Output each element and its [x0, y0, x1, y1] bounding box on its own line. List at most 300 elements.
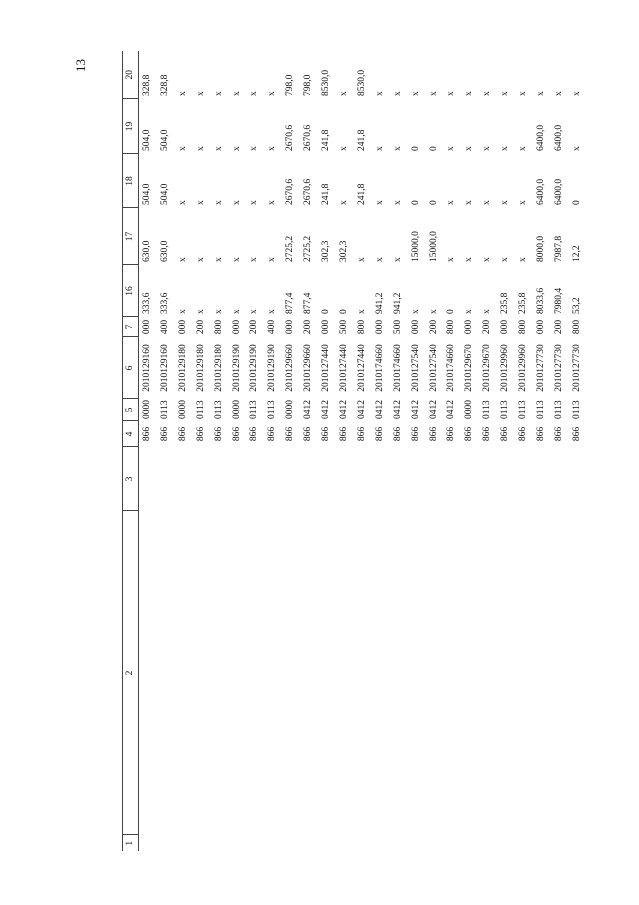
- table-cell: x: [464, 257, 475, 262]
- table-cell: [569, 511, 587, 835]
- table-cell: 2010129190: [249, 344, 260, 392]
- table-cell: x: [500, 91, 511, 96]
- table-cell: 241,8: [356, 183, 367, 205]
- table-cell: [264, 835, 282, 851]
- table-cell: 800: [356, 319, 367, 335]
- table-cell: 866: [518, 426, 529, 442]
- column-header: 1: [123, 835, 139, 851]
- table-cell: [229, 835, 247, 851]
- table-cell: [515, 511, 533, 835]
- table-cell: 328,8: [159, 74, 170, 96]
- table-cell: 2010174660: [392, 344, 403, 392]
- table-cell: [515, 835, 533, 851]
- table-cell: [443, 835, 461, 851]
- table-cell: [354, 511, 372, 835]
- table-cell: [175, 447, 193, 511]
- table-cell: 2010127730: [535, 344, 546, 392]
- table-cell: x: [249, 309, 260, 314]
- table-cell: 866: [142, 426, 152, 442]
- table-cell: [461, 511, 479, 835]
- table-cell: 866: [446, 426, 457, 442]
- table-cell: [246, 835, 264, 851]
- table-cell: 2010129670: [482, 344, 493, 392]
- table-cell: [139, 511, 157, 835]
- table-cell: [300, 835, 318, 851]
- table-cell: 941,2: [374, 292, 385, 314]
- table-cell: 866: [231, 426, 242, 442]
- table-cell: x: [464, 200, 475, 205]
- table-cell: x: [213, 257, 224, 262]
- table-cell: 241,8: [356, 129, 367, 151]
- table-cell: x: [267, 200, 278, 205]
- table-cell: x: [338, 200, 349, 205]
- table-cell: [408, 835, 426, 851]
- table-cell: x: [267, 257, 278, 262]
- table-cell: 798,0: [285, 74, 296, 96]
- table-cell: 7980,4: [553, 287, 564, 314]
- table-cell: x: [374, 91, 385, 96]
- table-row: [336, 51, 354, 851]
- table-cell: 000: [500, 319, 511, 335]
- table-cell: x: [464, 146, 475, 151]
- table-cell: [318, 835, 336, 851]
- table-row: [211, 51, 229, 851]
- table-cell: 877,4: [285, 292, 296, 314]
- table-cell: [300, 511, 318, 835]
- table-cell: 0000: [177, 400, 188, 419]
- table-cell: x: [374, 146, 385, 151]
- table-cell: [157, 447, 175, 511]
- column-header: 6: [123, 337, 139, 399]
- table-cell: 0000: [231, 400, 242, 419]
- table-cell: x: [392, 200, 403, 205]
- table-cell: [372, 511, 390, 835]
- table-cell: 2010129160: [142, 344, 152, 392]
- table-row: [372, 51, 390, 851]
- table-cell: 0113: [518, 400, 529, 419]
- table-cell: [443, 447, 461, 511]
- table-cell: [300, 447, 318, 511]
- table-cell: 630,0: [142, 240, 152, 262]
- table-cell: 6400,0: [535, 124, 546, 151]
- table-cell: [193, 835, 211, 851]
- table-cell: 2725,2: [303, 235, 314, 262]
- table-cell: 2010127440: [321, 344, 332, 392]
- table-cell: 8033,6: [535, 287, 546, 314]
- table-cell: x: [446, 91, 457, 96]
- table-cell: [372, 835, 390, 851]
- table-cell: x: [410, 309, 421, 314]
- table-cell: x: [428, 309, 439, 314]
- table-cell: [246, 447, 264, 511]
- table-cell: x: [213, 91, 224, 96]
- table-cell: [497, 511, 515, 835]
- table-cell: 2010127440: [356, 344, 367, 392]
- table-cell: [461, 835, 479, 851]
- table-cell: 15000,0: [428, 231, 439, 262]
- table-cell: x: [213, 200, 224, 205]
- table-cell: [157, 835, 175, 851]
- table-cell: 000: [535, 319, 546, 335]
- table-cell: x: [535, 91, 546, 96]
- table-cell: [479, 835, 497, 851]
- table-cell: 000: [285, 319, 296, 335]
- table-cell: [533, 511, 551, 835]
- table-cell: 200: [195, 319, 206, 335]
- table-cell: [515, 447, 533, 511]
- table-cell: 800: [571, 319, 582, 335]
- table-cell: [551, 447, 569, 511]
- table-cell: x: [195, 309, 206, 314]
- table-cell: 0113: [195, 400, 206, 419]
- table-cell: x: [195, 200, 206, 205]
- table-cell: 0000: [285, 400, 296, 419]
- table-cell: [408, 511, 426, 835]
- table-cell: 200: [303, 319, 314, 335]
- table-cell: 2670,6: [285, 178, 296, 205]
- table-cell: 630,0: [159, 240, 170, 262]
- table-cell: [246, 511, 264, 835]
- table-cell: 500: [392, 319, 403, 335]
- table-cell: 2010127440: [338, 344, 349, 392]
- table-cell: 241,8: [321, 183, 332, 205]
- table-cell: 0113: [213, 400, 224, 419]
- table-cell: x: [571, 146, 582, 151]
- table-row: [264, 51, 282, 851]
- table-cell: 0113: [249, 400, 260, 419]
- column-header: 18: [123, 154, 139, 208]
- table-cell: 866: [392, 426, 403, 442]
- table-cell: [426, 447, 444, 511]
- table-cell: 504,0: [142, 129, 152, 151]
- column-header: 16: [123, 265, 139, 317]
- table-cell: 0000: [142, 400, 152, 419]
- table-row: [354, 51, 372, 851]
- table-cell: 2725,2: [285, 235, 296, 262]
- table-cell: [551, 835, 569, 851]
- table-cell: [264, 511, 282, 835]
- table-cell: 2010129190: [267, 344, 278, 392]
- column-header: 7: [123, 317, 139, 337]
- table-cell: 0113: [500, 400, 511, 419]
- table-cell: x: [195, 146, 206, 151]
- table-cell: x: [267, 146, 278, 151]
- column-header: 5: [123, 399, 139, 421]
- table-row: [497, 51, 515, 851]
- table-cell: [408, 447, 426, 511]
- table-cell: 800: [446, 319, 457, 335]
- table-cell: 0: [321, 309, 332, 314]
- table-cell: 504,0: [159, 129, 170, 151]
- table-cell: 0000: [464, 400, 475, 419]
- table-cell: x: [410, 91, 421, 96]
- table-cell: 866: [285, 426, 296, 442]
- table-cell: x: [446, 200, 457, 205]
- table-cell: x: [249, 200, 260, 205]
- table-cell: 241,8: [321, 129, 332, 151]
- table-cell: 866: [159, 426, 170, 442]
- table-cell: 6400,0: [535, 178, 546, 205]
- table-cell: x: [374, 200, 385, 205]
- table-cell: 0412: [446, 400, 457, 419]
- table-cell: 866: [553, 426, 564, 442]
- table-cell: x: [249, 146, 260, 151]
- table-cell: x: [571, 91, 582, 96]
- table-cell: [426, 511, 444, 835]
- table-cell: [354, 835, 372, 851]
- table-cell: 2010127730: [553, 344, 564, 392]
- table-cell: 866: [356, 426, 367, 442]
- table-row: [390, 51, 408, 851]
- table-cell: 2010174660: [446, 344, 457, 392]
- table-cell: 500: [338, 319, 349, 335]
- table-cell: x: [267, 91, 278, 96]
- table-cell: 2010129180: [195, 344, 206, 392]
- table-row: [479, 51, 497, 851]
- table-cell: [497, 835, 515, 851]
- table-cell: [443, 511, 461, 835]
- table-cell: [479, 447, 497, 511]
- table-row: [569, 51, 587, 851]
- table-cell: x: [338, 146, 349, 151]
- table-cell: 0: [428, 200, 439, 205]
- table-cell: 0113: [159, 400, 170, 419]
- table-cell: 302,3: [338, 240, 349, 262]
- table-cell: 2010127730: [571, 344, 582, 392]
- table-cell: 866: [374, 426, 385, 442]
- table-cell: 333,6: [142, 292, 152, 314]
- budget-table: [122, 51, 587, 851]
- table-cell: x: [231, 309, 242, 314]
- table-cell: 2010129160: [159, 344, 170, 392]
- table-row: [551, 51, 569, 851]
- table-cell: 866: [482, 426, 493, 442]
- table-cell: 6400,0: [553, 178, 564, 205]
- table-cell: 000: [410, 319, 421, 335]
- table-cell: 2010129660: [303, 344, 314, 392]
- table-cell: [372, 447, 390, 511]
- table-cell: 0: [410, 146, 421, 151]
- table-cell: 866: [500, 426, 511, 442]
- table-cell: 0113: [553, 400, 564, 419]
- table-cell: [479, 511, 497, 835]
- table-cell: x: [231, 146, 242, 151]
- table-cell: 2010129960: [518, 344, 529, 392]
- table-cell: [282, 835, 300, 851]
- table-cell: 0412: [321, 400, 332, 419]
- table-cell: 235,8: [518, 292, 529, 314]
- table-cell: [318, 447, 336, 511]
- table-cell: 2010127540: [428, 344, 439, 392]
- table-cell: 12,2: [571, 245, 582, 262]
- table-cell: 2010129960: [500, 344, 511, 392]
- table-row: [318, 51, 336, 851]
- table-cell: 2010129180: [213, 344, 224, 392]
- table-cell: [426, 835, 444, 851]
- table-cell: 000: [142, 319, 152, 335]
- table-cell: 8530,0: [356, 69, 367, 96]
- column-header: 17: [123, 208, 139, 265]
- table-cell: 0113: [571, 400, 582, 419]
- table-cell: [354, 447, 372, 511]
- column-header: 3: [123, 447, 139, 511]
- table-cell: x: [482, 146, 493, 151]
- table-cell: 866: [571, 426, 582, 442]
- table-cell: x: [392, 146, 403, 151]
- table-cell: 2010174660: [374, 344, 385, 392]
- table-cell: 0113: [535, 400, 546, 419]
- table-cell: 000: [464, 319, 475, 335]
- table-cell: 2670,6: [285, 124, 296, 151]
- table-cell: x: [177, 257, 188, 262]
- table-cell: x: [482, 91, 493, 96]
- table-cell: 7987,8: [553, 235, 564, 262]
- table-cell: 866: [428, 426, 439, 442]
- table-row: [408, 51, 426, 851]
- table-cell: [336, 835, 354, 851]
- table-cell: x: [231, 91, 242, 96]
- column-header: 4: [123, 421, 139, 447]
- table-cell: 0412: [338, 400, 349, 419]
- table-row: [282, 51, 300, 851]
- table-cell: [175, 835, 193, 851]
- table-cell: 866: [303, 426, 314, 442]
- table-cell: [175, 511, 193, 835]
- table-cell: x: [231, 257, 242, 262]
- table-cell: [157, 511, 175, 835]
- table-cell: x: [249, 91, 260, 96]
- table-cell: x: [553, 91, 564, 96]
- table-cell: x: [482, 200, 493, 205]
- table-cell: 866: [267, 426, 278, 442]
- table-cell: [336, 447, 354, 511]
- table-cell: x: [428, 91, 439, 96]
- table-cell: 15000,0: [410, 231, 421, 262]
- table-row: [300, 51, 318, 851]
- table-cell: 302,3: [321, 240, 332, 262]
- table-cell: 53,2: [571, 297, 582, 314]
- table-cell: 0: [410, 200, 421, 205]
- table-cell: x: [249, 257, 260, 262]
- table-cell: [282, 447, 300, 511]
- table-body: [139, 51, 587, 851]
- table-cell: [318, 511, 336, 835]
- page-number: 13: [73, 59, 88, 72]
- table-cell: [390, 835, 408, 851]
- table-cell: 200: [553, 319, 564, 335]
- table-cell: [461, 447, 479, 511]
- table-cell: 2010129190: [231, 344, 242, 392]
- table-cell: [139, 447, 157, 511]
- header-row: [123, 51, 139, 851]
- rotated-table-container: [122, 51, 597, 851]
- table-cell: 0: [338, 309, 349, 314]
- table-cell: 000: [321, 319, 332, 335]
- table-cell: x: [177, 91, 188, 96]
- column-header: 19: [123, 99, 139, 154]
- table-cell: 866: [177, 426, 188, 442]
- table-row: [461, 51, 479, 851]
- table-cell: [229, 447, 247, 511]
- table-row: [443, 51, 461, 851]
- table-cell: [229, 511, 247, 835]
- table-cell: x: [267, 309, 278, 314]
- table-cell: 8000,0: [535, 235, 546, 262]
- table-cell: [551, 511, 569, 835]
- table-cell: x: [446, 257, 457, 262]
- table-cell: 0: [446, 309, 457, 314]
- table-cell: 2010129180: [177, 344, 188, 392]
- table-cell: [264, 447, 282, 511]
- table-cell: 2010127540: [410, 344, 421, 392]
- table-cell: [390, 511, 408, 835]
- table-cell: 2670,6: [303, 124, 314, 151]
- table-cell: x: [356, 257, 367, 262]
- table-cell: 0: [571, 200, 582, 205]
- table-cell: 200: [428, 319, 439, 335]
- table-cell: 2670,6: [303, 178, 314, 205]
- table-row: [229, 51, 247, 851]
- table-cell: 0412: [428, 400, 439, 419]
- table-cell: 400: [159, 319, 170, 335]
- table-cell: 800: [518, 319, 529, 335]
- table-row: [139, 51, 157, 851]
- table-cell: 877,4: [303, 292, 314, 314]
- table-cell: 0412: [356, 400, 367, 419]
- column-header: 20: [123, 51, 139, 99]
- table-cell: [193, 511, 211, 835]
- table-cell: x: [518, 200, 529, 205]
- table-row: [175, 51, 193, 851]
- table-cell: 0412: [374, 400, 385, 419]
- table-cell: 866: [195, 426, 206, 442]
- table-cell: 504,0: [142, 183, 152, 205]
- table-cell: 866: [410, 426, 421, 442]
- table-cell: x: [213, 146, 224, 151]
- table-cell: [533, 447, 551, 511]
- table-cell: 0412: [410, 400, 421, 419]
- table-cell: x: [177, 309, 188, 314]
- table-cell: [336, 511, 354, 835]
- table-row: [515, 51, 533, 851]
- table-cell: 328,8: [142, 74, 152, 96]
- table-cell: [211, 511, 229, 835]
- table-row: [246, 51, 264, 851]
- table-cell: x: [500, 257, 511, 262]
- table-cell: x: [500, 200, 511, 205]
- table-cell: x: [518, 146, 529, 151]
- table-cell: [569, 447, 587, 511]
- table-cell: 504,0: [159, 183, 170, 205]
- table-cell: 0412: [392, 400, 403, 419]
- table-cell: 000: [374, 319, 385, 335]
- table-cell: [282, 511, 300, 835]
- table-cell: [497, 447, 515, 511]
- table-cell: 941,2: [392, 292, 403, 314]
- table-cell: 798,0: [303, 74, 314, 96]
- table-cell: 866: [213, 426, 224, 442]
- table-cell: [569, 835, 587, 851]
- table-row: [157, 51, 175, 851]
- table-cell: x: [482, 257, 493, 262]
- column-header: 2: [123, 511, 139, 835]
- table-row: [193, 51, 211, 851]
- table-cell: x: [518, 91, 529, 96]
- table-cell: 0: [428, 146, 439, 151]
- table-cell: x: [177, 146, 188, 151]
- table-cell: x: [213, 309, 224, 314]
- table-row: [426, 51, 444, 851]
